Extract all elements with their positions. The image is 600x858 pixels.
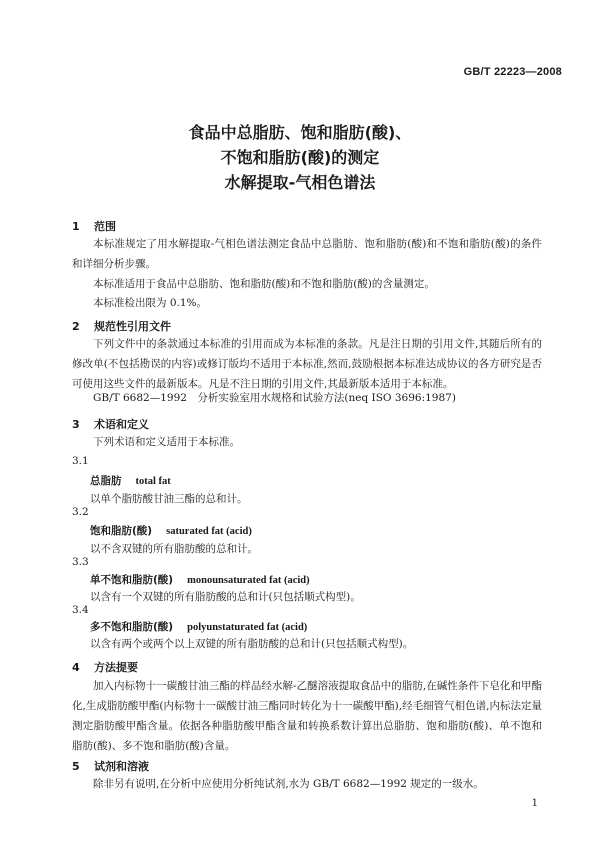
section-4-para-1: 加入内标物十一碳酸甘油三酯的样品经水解-乙醚溶液提取食品中的脂肪,在碱性条件下皂化和甲酯化,生成脂肪酸甲酯(内标物十一碳酸甘油三酯同时转化为十一碳酸甲酯),经毛细管气相色谱,内标法定量测定脂肪酸甲酯含量。依据各种脂肪酸甲酯含量和转换系数计算出总脂肪、饱和脂肪(酸)、单不饱和脂肪(酸)、多不饱和脂肪(酸)含量。 [72, 680, 542, 752]
title-line-1: 食品中总脂肪、饱和脂肪(酸)、 [188, 123, 412, 142]
section-number: 1 [72, 220, 80, 233]
normative-reference: GB/T 6682—1992 分析实验室用水规格和试验方法(neq ISO 3696:1987) [93, 392, 456, 404]
section-1-para-1: 本标准规定了用水解提取-气相色谱法测定食品中总脂肪、饱和脂肪(酸)和不饱和脂肪(酸)的条件和详细分析步骤。 [72, 238, 542, 270]
section-number: 2 [72, 320, 80, 333]
section-title: 方法提要 [94, 661, 138, 674]
term-number: 3.4 [72, 604, 89, 616]
standard-number: GB/T 22223—2008 [463, 66, 562, 78]
section-number: 4 [72, 661, 80, 674]
page-number: 1 [531, 798, 538, 809]
term-zh: 单不饱和脂肪(酸) [90, 574, 174, 586]
term-number: 3.3 [72, 556, 89, 568]
section-1-para-3: 本标准检出限为 0.1%。 [93, 297, 208, 309]
term-definition: 以不含双键的所有脂肪酸的总和计。 [90, 543, 258, 555]
term-title [90, 473, 171, 488]
term-number: 3.1 [72, 455, 89, 467]
term-number: 3.2 [72, 506, 89, 518]
section-1-heading [72, 218, 116, 234]
term-en: saturated fat (acid) [166, 526, 252, 537]
section-number: 5 [72, 760, 80, 773]
section-2-para-1: 下列文件中的条款通过本标准的引用而成为本标准的条款。凡是注日期的引用文件,其随后所有的修改单(不包括勘误的内容)或修订版均不适用于本标准,然而,鼓励根据本标准达成协议的各方研究是否可使用这些文件的最新版本。凡是不注日期的引用文件,其最新版本适用于本标准。 [72, 338, 542, 390]
term-definition: 以含有两个或两个以上双键的所有脂肪酸的总和计(只包括顺式构型)。 [90, 638, 414, 650]
section-title: 范围 [94, 220, 116, 233]
section-5-heading [72, 758, 149, 774]
term-en: monounsaturated fat (acid) [187, 575, 310, 586]
title-line-2: 不饱和脂肪(酸)的测定 [220, 148, 380, 167]
section-5-para-1: 除非另有说明,在分析中应使用分析纯试剂,水为 GB/T 6682—1992 规定的一级水。 [93, 778, 484, 790]
term-en: polyunstaturated fat (acid) [187, 622, 308, 633]
section-title: 术语和定义 [94, 418, 149, 431]
section-title: 试剂和溶液 [94, 760, 149, 773]
term-en: total fat [135, 476, 171, 487]
term-zh: 总脂肪 [90, 475, 122, 487]
term-definition: 以单个脂肪酸甘油三酯的总和计。 [90, 493, 248, 505]
section-4-heading [72, 659, 138, 675]
section-title: 规范性引用文件 [94, 320, 171, 333]
section-2-heading [72, 318, 171, 334]
term-zh: 多不饱和脂肪(酸) [90, 621, 174, 633]
term-title [90, 572, 310, 587]
section-number: 3 [72, 418, 80, 431]
term-zh: 饱和脂肪(酸) [90, 525, 153, 537]
section-1-para-2: 本标准适用于食品中总脂肪、饱和脂肪(酸)和不饱和脂肪(酸)的含量测定。 [93, 278, 435, 290]
term-title [90, 619, 307, 634]
term-definition: 以含有一个双键的所有脂肪酸的总和计(只包括顺式构型)。 [90, 591, 361, 603]
term-title [90, 523, 252, 538]
section-3-heading [72, 416, 149, 432]
title-line-3: 水解提取-气相色谱法 [224, 173, 376, 192]
section-3-intro: 下列术语和定义适用于本标准。 [93, 436, 240, 448]
